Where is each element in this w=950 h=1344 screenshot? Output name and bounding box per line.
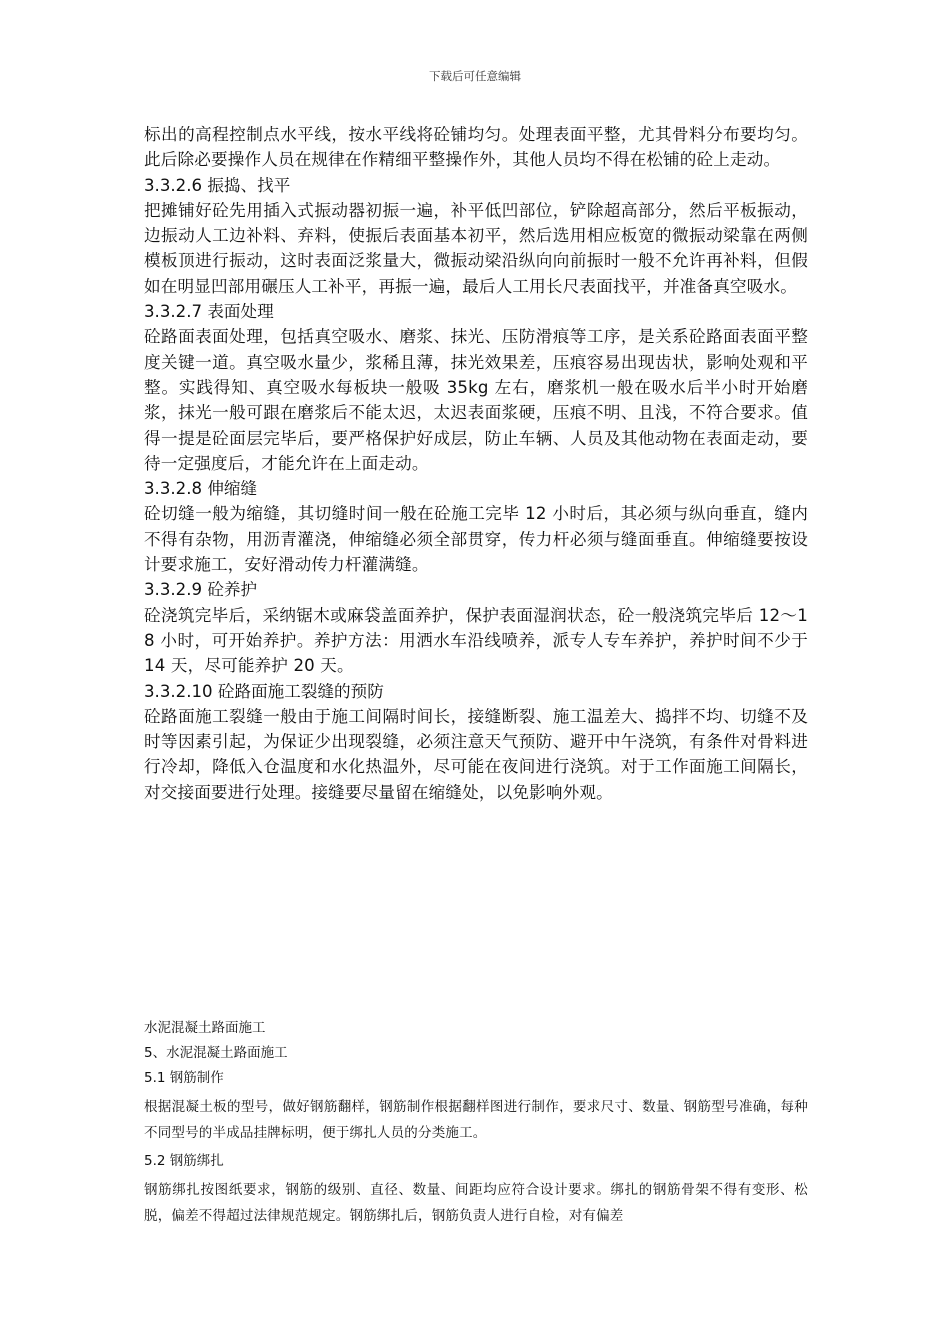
paragraph: 砼路面施工裂缝一般由于施工间隔时间长，接缝断裂、施工温差大、捣拌不均、切缝不及时等因素引起，为保证少出现裂缝，必须注意天气预防、避开中午浇筑，有条件对骨料进行冷却，降低入仓温度和水化热温外，尽可能在夜间进行浇筑。对于工作面施工间隔长，对交接面要进行处理。接缝要尽量留在缩缝处，以免影响外观。 [144, 706, 808, 802]
paragraph: 砼浇筑完毕后，采纳锯木或麻袋盖面养护，保护表面湿润状态，砼一般浇筑完毕后 12～18 小时，可开始养护。养护方法：用洒水车沿线喷养，派专人专车养护，养护时间不少于 14 天，尽可能养护 20 天。 [144, 605, 808, 676]
section-heading: 3.3.2.8 伸缩缝 [144, 479, 258, 499]
section-heading: 5.1 钢筋制作 [144, 1070, 224, 1086]
paragraph: 标出的高程控制点水平线，按水平线将砼铺均匀。处理表面平整，尤其骨料分布要均匀。此后除必要操作人员在规律在作精细平整操作外，其他人员均不得在松铺的砼上走动。 [144, 125, 808, 170]
page-header-note: 下载后可任意编辑 [429, 69, 521, 83]
document-body [144, 122, 808, 805]
section-heading: 3.3.2.7 表面处理 [144, 302, 274, 322]
paragraph: 砼切缝一般为缩缝，其切缝时间一般在砼施工完毕 12 小时后，其必须与纵向垂直，缝内不得有杂物，用沥青灌浇，伸缩缝必须全部贯穿，传力杆必须与缝面垂直。伸缩缝要按设计要求施工，安好滑动传力杆灌满缝。 [144, 504, 808, 575]
second-section [144, 1016, 808, 1232]
paragraph: 把摊铺好砼先用插入式振动器初振一遍，补平低凹部位，铲除超高部分，然后平板振动，边振动人工边补料、弃料，使振后表面基本初平，然后选用相应板宽的微振动梁靠在两侧模板顶进行振动，这时表面泛浆量大，微振动梁沿纵向向前振时一般不允许再补料，但假如在明显凹部用碾压人工补平，再振一遍，最后人工用长尺表面找平，并准备真空吸水。 [144, 200, 808, 296]
paragraph: 根据混凝土板的型号，做好钢筋翻样，钢筋制作根据翻样图进行制作，要求尺寸、数量、钢筋型号准确，每种不同型号的半成品挂牌标明，便于绑扎人员的分类施工。 [144, 1099, 808, 1141]
section-title: 水泥混凝土路面施工 [144, 1020, 266, 1036]
section-heading: 5.2 钢筋绑扎 [144, 1153, 224, 1169]
section-heading: 5、水泥混凝土路面施工 [144, 1045, 288, 1061]
section-heading: 3.3.2.10 砼路面施工裂缝的预防 [144, 681, 384, 701]
paragraph: 砼路面表面处理，包括真空吸水、磨浆、抹光、压防滑痕等工序，是关系砼路面表面平整度关键一道。真空吸水量少，浆稀且薄，抹光效果差，压痕容易出现齿状，影响处观和平整。实践得知、真空吸水每板块一般吸 35kg 左右，磨浆机一般在吸水后半小时开始磨浆，抹光一般可跟在磨浆后不能太迟，太迟表面浆硬，压痕不明、且浅，不符合要求。值得一提是砼面层完毕后，要严格保护好成层，防止车辆、人员及其他动物在表面走动，要待一定强度后，才能允许在上面走动。 [144, 327, 808, 473]
section-heading: 3.3.2.6 振捣、找平 [144, 175, 291, 195]
paragraph: 钢筋绑扎按图纸要求，钢筋的级别、直径、数量、间距均应符合设计要求。绑扎的钢筋骨架不得有变形、松脱，偏差不得超过法律规范规定。钢筋绑扎后，钢筋负责人进行自检，对有偏差 [144, 1182, 808, 1224]
section-heading: 3.3.2.9 砼养护 [144, 580, 258, 600]
